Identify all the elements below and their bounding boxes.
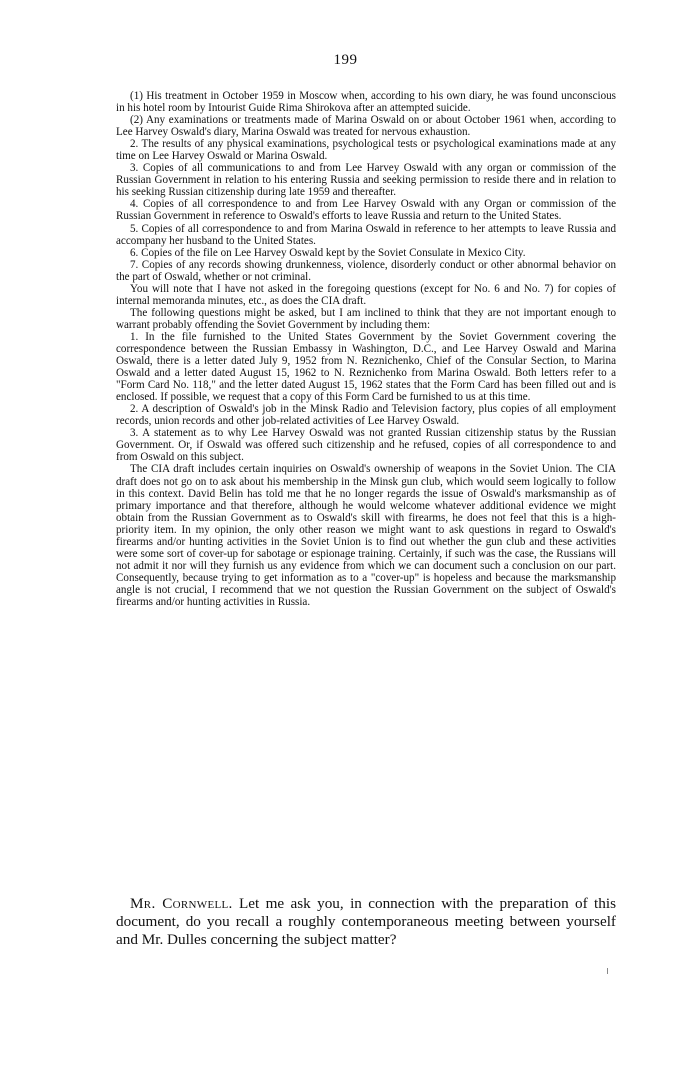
paragraph: 1. In the file furnished to the United States Government by the Soviet Government covering the correspondence between the Russian Embassy in Washington, D.C., and Lee Harvey Oswald and Marina Oswald, there is a letter dated July 9, 1952 from N. Reznichenko, Chief of the Consular Section, to Marina Oswald and a letter dated August 15, 1962 to N. Reznichenko from Marina Oswald. Both letters refer to a "Form Card No. 118," and the letter dated August 15, 1962 states that the Form Card has been filled out and is enclosed. If possible, we request that a copy of this Form Card be furnished to us at this time. — [116, 330, 616, 404]
paragraph: 4. Copies of all correspondence to and from Lee Harvey Oswald with any Organ or commission of the Russian Government in reference to Oswald's efforts to leave Russia and return to the United States. — [116, 198, 616, 223]
paragraph: 5. Copies of all correspondence to and from Marina Oswald in reference to her attempts to leave Russia and accompany her husband to the United States. — [116, 222, 616, 247]
paragraph: 6. Copies of the file on Lee Harvey Oswald kept by the Soviet Consulate in Mexico City. — [130, 246, 526, 259]
paragraph: 7. Copies of any records showing drunkenness, violence, disorderly conduct or other abnormal behavior on the part of Oswald, whether or not criminal. — [116, 258, 616, 283]
page-number: 199 — [333, 52, 358, 68]
paragraph: You will note that I have not asked in the foregoing questions (except for No. 6 and No. 7) for copies of internal memoranda minutes, etc., as does the CIA draft. — [116, 282, 616, 307]
paragraph: 3. A statement as to why Lee Harvey Oswald was not granted Russian citizenship status by the Russian Government. Or, if Oswald was offered such citizenship and he refused, copies of all correspondence to and from Oswald on this subject. — [116, 427, 616, 464]
paragraph: 3. Copies of all communications to and from Lee Harvey Oswald with any organ or commission of the Russian Government in relation to his entering Russia and seeking permission to reside there and in relation to his seeking Russian citizenship during late 1959 and thereafter. — [116, 162, 616, 199]
margin-mark — [607, 968, 608, 974]
letter-excerpt — [116, 90, 616, 608]
paragraph: The CIA draft includes certain inquiries on Oswald's ownership of weapons in the Soviet Union. The CIA draft does not go on to ask about his membership in the Minsk gun club, which would seem logically to follow in this context. David Belin has told me that he no longer regards the issue of Oswald's marksmanship as of primary importance and that therefore, although he would welcome whatever additional evidence we might obtain from the Russian Government as to Oswald's skill with firearms, he does not feel that this is a high-priority item. In my opinion, the only other reason we might want to ask questions in regard to Oswald's firearms and/or hunting activities in the Soviet Union is to find out whether the gun club and these activities were some sort of cover-up for sabotage or espionage training. Certainly, if such was the case, the Russians will not admit it nor will they furnish us any evidence from which we can document such a conclusion on our part. Consequently, because trying to get information as to a "cover-up" is hopeless and because the marksmanship angle is not crucial, I recommend that we not question the Russian Government on the subject of Oswald's firearms and/or hunting activities in Russia. — [116, 463, 616, 608]
testimony-text: Let me ask you, in connection with the preparation of this document, do you recall a roughly contemporaneous meeting between yourself and Mr. Dulles concerning the subject matter? — [116, 895, 617, 948]
speaker-name: Mr. Cornwell. — [130, 895, 233, 912]
testimony-block — [116, 895, 616, 949]
paragraph: 2. The results of any physical examinations, psychological tests or psychological examinations made at any time on Lee Harvey Oswald or Marina Oswald. — [116, 138, 616, 163]
paragraph: (2) Any examinations or treatments made of Marina Oswald on or about October 1961 when, according to Lee Harvey Oswald's diary, Marina Oswald was treated for nervous exhaustion. — [116, 114, 616, 139]
paragraph: The following questions might be asked, but I am inclined to think that they are not important enough to warrant probably offending the Soviet Government by including them: — [116, 306, 616, 331]
paragraph: (1) His treatment in October 1959 in Moscow when, according to his own diary, he was found unconscious in his hotel room by Intourist Guide Rima Shirokova after an attempted suicide. — [116, 90, 616, 115]
paragraph: 2. A description of Oswald's job in the Minsk Radio and Television factory, plus copies of all employment records, union records and other job-related activities of Lee Harvey Oswald. — [116, 403, 616, 428]
testimony-paragraph — [116, 895, 616, 949]
